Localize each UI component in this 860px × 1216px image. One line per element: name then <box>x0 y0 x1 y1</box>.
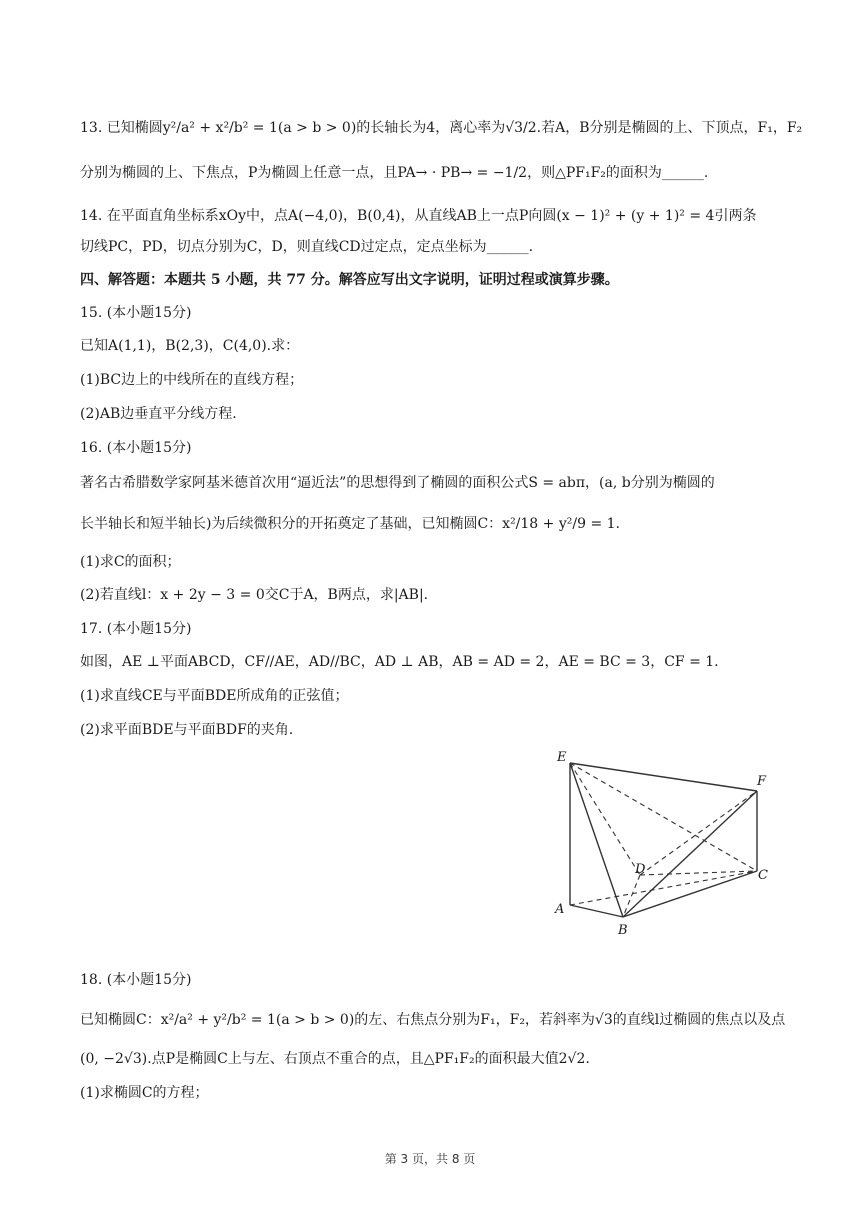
edge-DF <box>640 791 757 875</box>
line-q18-b: (0, −2√3).点P是椭圆C上与左、右顶点不重合的点，且△PF₁F₂的面积最大值2√2. <box>80 1051 590 1067</box>
page-footer: 第 3 页，共 8 页 <box>384 1152 476 1166</box>
edge-ED <box>570 763 640 875</box>
line-q14-b: 切线PC，PD，切点分别为C，D，则直线CD过定点，定点坐标为______. <box>80 239 534 255</box>
line-q16-title: 16. (本小题15分) <box>80 440 192 456</box>
line-q16-a: 著名古希腊数学家阿基米德首次用“逼近法”的思想得到了椭圆的面积公式S = abπ，(a, b分别为椭圆的 <box>80 475 715 491</box>
solid-geometry-figure <box>545 745 785 945</box>
line-q15-title: 15. (本小题15分) <box>80 305 192 321</box>
line-q15-c: (2)AB边垂直平分线方程. <box>80 406 237 422</box>
label-F: F <box>757 774 767 789</box>
label-B: B <box>618 923 628 938</box>
line-q15-b: (1)BC边上的中线所在的直线方程； <box>80 372 304 388</box>
line-q16-d: (2)若直线l：x + 2y − 3 = 0交C于A，B两点，求|AB|. <box>80 587 429 603</box>
line-q14-a: 14. 在平面直角坐标系xOy中，点A(−4,0)，B(0,4)，从直线AB上一点P向圆(x − 1)² + (y + 1)² = 4引两条 <box>80 208 757 224</box>
line-q18-a: 已知椭圆C：x²/a² + y²/b² = 1(a > b > 0)的左、右焦点分别为F₁，F₂，若斜率为√3的直线l过椭圆的焦点以及点 <box>80 1012 786 1028</box>
label-C: C <box>758 868 768 883</box>
edge-BC <box>623 871 757 917</box>
edge-EF <box>570 763 757 791</box>
label-A: A <box>555 902 565 917</box>
line-q17-title: 17. (本小题15分) <box>80 621 192 637</box>
line-q18-c: (1)求椭圆C的方程； <box>80 1085 209 1101</box>
line-q17-c: (2)求平面BDE与平面BDF的夹角. <box>80 722 294 738</box>
edge-FB <box>623 791 757 917</box>
line-q17-b: (1)求直线CE与平面BDE所成角的正弦值； <box>80 688 349 704</box>
section-heading: 四、解答题：本题共 5 小题，共 77 分。解答应写出文字说明，证明过程或演算步骤。 <box>80 272 619 288</box>
edge-DB <box>623 875 640 917</box>
label-D: D <box>635 862 646 877</box>
line-q17-a: 如图，AE ⊥平面ABCD，CF//AE，AD//BC，AD ⊥ AB，AB = AD = 2，AE = BC = 3，CF = 1. <box>80 654 719 670</box>
edge-AB <box>570 905 623 917</box>
label-E: E <box>557 750 567 765</box>
edge-AC <box>570 871 757 905</box>
line-q16-c: (1)求C的面积； <box>80 554 181 570</box>
line-q13-a: 13. 已知椭圆y²/a² + x²/b² = 1(a > b > 0)的长轴长为4，离心率为√3/2.若A，B分别是椭圆的上、下顶点，F₁，F₂ <box>80 120 803 136</box>
line-q15-a: 已知A(1,1)，B(2,3)，C(4,0).求： <box>80 338 300 354</box>
line-q13-b: 分别为椭圆的上、下焦点，P为椭圆上任意一点，且PA→ · PB→ = −1/2，则△PF₁F₂的面积为______. <box>80 165 709 181</box>
line-q18-title: 18. (本小题15分) <box>80 972 192 988</box>
edge-EB <box>570 763 623 917</box>
line-q16-b: 长半轴长和短半轴长)为后续微积分的开拓奠定了基础，已知椭圆C：x²/18 + y²/9 = 1. <box>80 516 620 532</box>
